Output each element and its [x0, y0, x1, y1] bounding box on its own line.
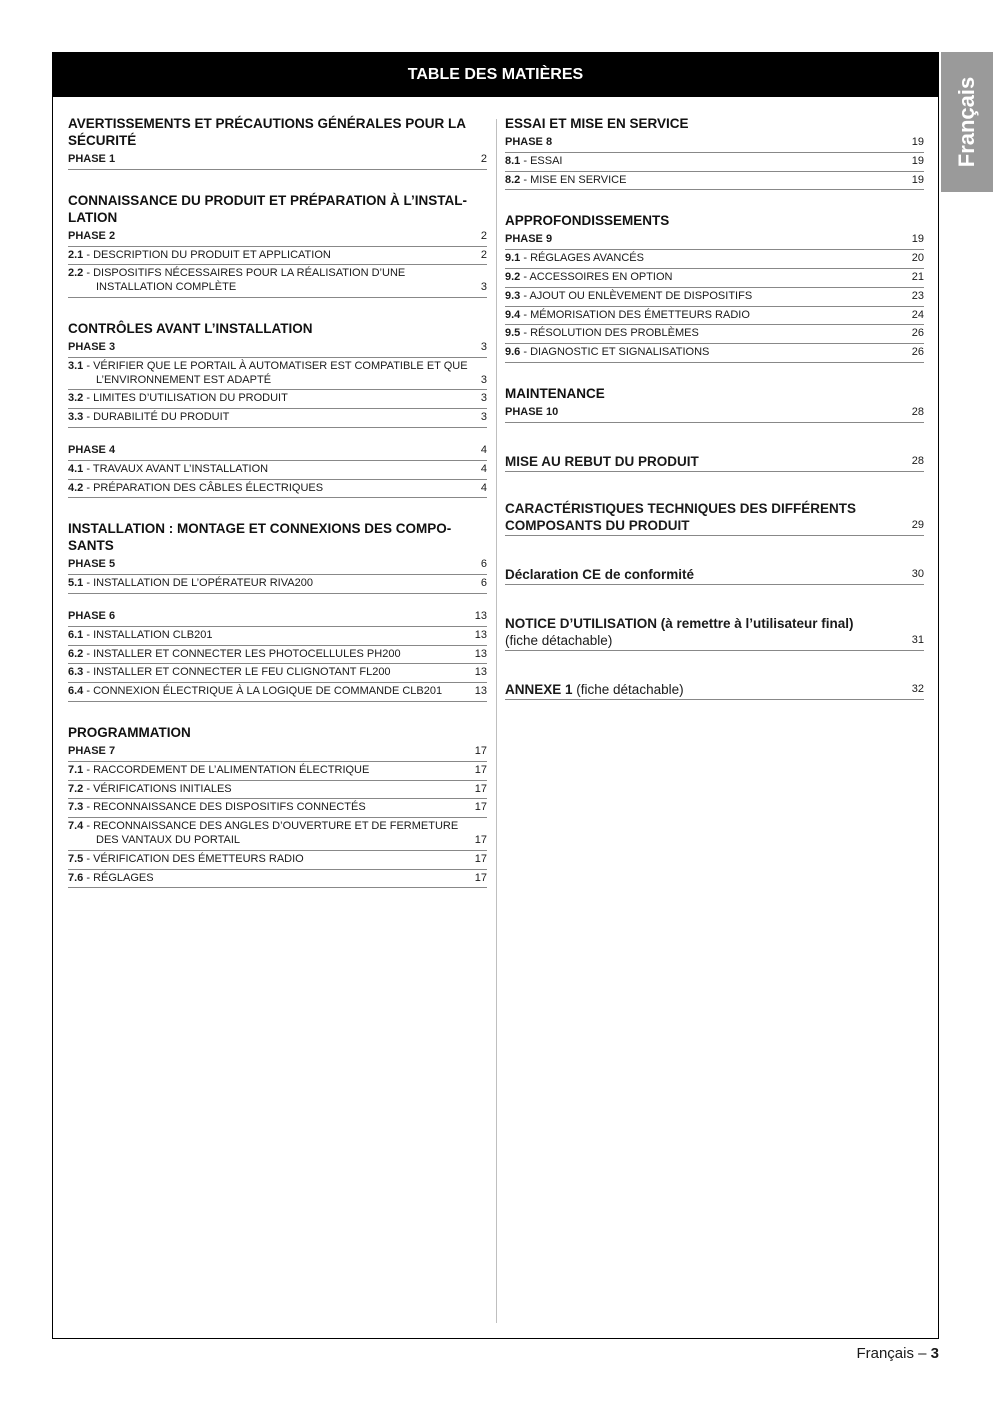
entry-label: - ACCESSOIRES EN OPTION — [520, 270, 673, 283]
toc-entry[interactable] — [68, 409, 487, 428]
toc-entry[interactable] — [505, 288, 924, 307]
entry-number: 6.1 — [68, 628, 84, 641]
section-title: AVERTISSEMENTS ET PRÉCAUTIONS GÉNÉRALES POUR LA SÉCURITÉ — [68, 116, 466, 148]
entry-number: 4.2 — [68, 481, 84, 494]
toc-frame — [52, 52, 939, 1339]
entry-number: 7.5 — [68, 852, 84, 865]
page-number: 2 — [480, 153, 487, 165]
entry-number: 9.6 — [505, 346, 521, 359]
phase-label: PHASE 10 — [505, 405, 559, 418]
entry-label: - RÉGLAGES AVANCÉS — [520, 252, 644, 265]
phase-label: PHASE 7 — [68, 744, 116, 757]
phase-row[interactable] — [68, 608, 487, 627]
entry-label: - PRÉPARATION DES CÂBLES ÉLECTRIQUES — [83, 481, 324, 494]
toc-entry[interactable] — [68, 480, 487, 499]
toc-heading-entry[interactable] — [505, 500, 924, 536]
entry-number: 7.4 — [68, 820, 84, 833]
page-number: 19 — [911, 233, 924, 246]
toc-entry[interactable] — [68, 851, 487, 870]
entry-label: - VÉRIFICATION DES ÉMETTEURS RADIO — [83, 852, 304, 865]
toc-entry[interactable] — [505, 269, 924, 288]
toc-entry[interactable] — [68, 818, 487, 851]
entry-label: - ESSAI — [520, 154, 563, 167]
entry-label: - VÉRIFICATIONS INITIALES — [83, 782, 232, 795]
phase-row[interactable] — [68, 556, 487, 575]
toc-entry[interactable] — [68, 575, 487, 594]
phase-label: PHASE 2 — [68, 229, 116, 242]
toc-entry[interactable] — [505, 250, 924, 269]
toc-entry[interactable] — [68, 762, 487, 781]
page-number: 3 — [480, 411, 487, 424]
toc-entry[interactable] — [505, 153, 924, 172]
entry-number: 3.2 — [68, 392, 84, 405]
toc-header — [53, 53, 938, 97]
toc-entry[interactable] — [68, 265, 487, 298]
entry-number: 7.6 — [68, 871, 84, 884]
toc-heading-entry[interactable] — [505, 615, 924, 651]
section-title: Déclaration CE de conformité — [505, 566, 695, 582]
entry-number: 2.2 — [68, 267, 84, 280]
page-number: 13 — [474, 628, 487, 641]
page-number: 3 — [480, 392, 487, 405]
entry-number: 9.1 — [505, 252, 521, 265]
toc-entry[interactable] — [505, 172, 924, 191]
right-column — [505, 115, 924, 722]
page-number: 6 — [480, 558, 487, 571]
language-tab — [941, 52, 993, 192]
left-column — [68, 115, 487, 910]
page-number: 17 — [474, 744, 487, 757]
toc-section — [505, 566, 924, 585]
page-number: 21 — [911, 270, 924, 283]
phase-row[interactable] — [68, 339, 487, 358]
entry-number: 6.4 — [68, 685, 84, 698]
toc-entry[interactable] — [68, 799, 487, 818]
footer-language: Français – — [856, 1345, 931, 1362]
entry-number: 7.1 — [68, 763, 84, 776]
entry-label: - DISPOSITIFS NÉCESSAIRES POUR LA RÉALISATION D’UNE INSTALLATION COMPLÈTE — [83, 267, 406, 294]
toc-section — [505, 615, 924, 651]
entry-label: - RECONNAISSANCE DES DISPOSITIFS CONNECTÉS — [83, 801, 366, 814]
page-number: 3 — [480, 373, 487, 386]
phase-label: PHASE 1 — [68, 153, 116, 165]
toc-section — [505, 681, 924, 700]
entry-label: - TRAVAUX AVANT L’INSTALLATION — [83, 462, 269, 475]
page-number: 4 — [480, 443, 487, 456]
entry-label: - RÉSOLUTION DES PROBLÈMES — [520, 327, 699, 340]
section-title: CONTRÔLES AVANT L’INSTALLATION — [68, 320, 313, 336]
page-number: 32 — [911, 682, 924, 695]
toc-entry[interactable] — [68, 247, 487, 266]
page-number: 26 — [911, 346, 924, 359]
page-number: 17 — [474, 852, 487, 865]
toc-entry[interactable] — [68, 646, 487, 665]
phase-row[interactable] — [68, 743, 487, 762]
page-number: 29 — [911, 518, 924, 531]
toc-entry[interactable] — [68, 870, 487, 889]
entry-label: - INSTALLATION DE L’OPÉRATEUR RIVA200 — [83, 577, 313, 590]
page-number: 4 — [480, 462, 487, 475]
phase-row[interactable] — [505, 134, 924, 153]
entry-label: - VÉRIFIER QUE LE PORTAIL À AUTOMATISER EST COMPATIBLE ET QUE L’ENVIRONNEMENT EST ADAPTÉ — [83, 359, 468, 386]
page-number: 2 — [480, 229, 487, 242]
page-number: 17 — [474, 833, 487, 846]
entry-label: - CONNEXION ÉLECTRIQUE À LA LOGIQUE DE COMMANDE CLB201 — [83, 685, 443, 698]
page-number: 23 — [911, 289, 924, 302]
page-number: 28 — [911, 405, 924, 418]
toc-section — [68, 520, 487, 702]
page-number: 13 — [474, 685, 487, 698]
page-number: 3 — [480, 281, 487, 294]
toc-section — [505, 385, 924, 423]
entry-label: - RÉGLAGES — [83, 871, 154, 884]
phase-label: PHASE 4 — [68, 443, 116, 456]
entry-number: 3.1 — [68, 359, 84, 372]
entry-label: - DIAGNOSTIC ET SIGNALISATIONS — [520, 346, 710, 359]
section-subtitle: (fiche détachable) — [505, 632, 613, 648]
entry-number: 6.3 — [68, 666, 84, 679]
toc-entry[interactable] — [505, 325, 924, 344]
entry-number: 3.3 — [68, 411, 84, 424]
phase-label: PHASE 3 — [68, 340, 116, 353]
entry-label: - AJOUT OU ENLÈVEMENT DE DISPOSITIFS — [520, 289, 753, 302]
toc-entry[interactable] — [505, 344, 924, 363]
section-title: MAINTENANCE — [505, 385, 605, 401]
phase-row[interactable] — [68, 151, 487, 170]
entry-number: 8.2 — [505, 173, 521, 186]
language-tab-label: Français — [954, 76, 979, 168]
toc-heading-entry[interactable] — [505, 453, 924, 472]
phase-row[interactable] — [68, 228, 487, 247]
page-number: 19 — [911, 154, 924, 167]
section-title: ANNEXE 1 — [505, 681, 573, 697]
toc-heading-entry[interactable] — [505, 566, 924, 585]
entry-label: - MÉMORISATION DES ÉMETTEURS RADIO — [520, 308, 750, 321]
page-number: 2 — [480, 248, 487, 261]
entry-number: 9.4 — [505, 308, 521, 321]
section-title: INSTALLATION : MONTAGE ET CONNEXIONS DES COMPO-SANTS — [68, 521, 452, 554]
phase-label: PHASE 9 — [505, 233, 553, 246]
page-number: 19 — [911, 173, 924, 186]
toc-entry[interactable] — [68, 358, 487, 391]
page-number: 26 — [911, 327, 924, 340]
page-number: 28 — [911, 454, 924, 467]
toc-heading-entry[interactable] — [505, 681, 924, 700]
toc-entry[interactable] — [68, 664, 487, 683]
page-number: 24 — [911, 308, 924, 321]
toc-title: TABLE DES MATIÈRES — [407, 66, 584, 83]
page-number: 17 — [474, 871, 487, 884]
entry-label: - RECONNAISSANCE DES ANGLES D’OUVERTURE ET DE FERMETURE DES VANTAUX DU PORTAIL — [83, 820, 459, 846]
toc-entry[interactable] — [68, 627, 487, 646]
toc-entry[interactable] — [68, 683, 487, 702]
toc-entry[interactable] — [68, 461, 487, 480]
section-subtitle: (fiche détachable) — [572, 681, 684, 697]
phase-label: PHASE 6 — [68, 609, 116, 622]
phase-label: PHASE 8 — [505, 136, 553, 148]
entry-number: 9.5 — [505, 327, 521, 340]
entry-label: - INSTALLER ET CONNECTER LE FEU CLIGNOTANT FL200 — [83, 666, 391, 679]
phase-label: PHASE 5 — [68, 558, 116, 571]
toc-section — [505, 212, 924, 363]
page-number: 20 — [911, 252, 924, 265]
phase-row[interactable] — [505, 231, 924, 250]
entry-number: 4.1 — [68, 462, 84, 475]
entry-label: - INSTALLATION CLB201 — [83, 628, 213, 641]
section-title: CONNAISSANCE DU PRODUIT ET PRÉPARATION À L’INSTAL-LATION — [68, 192, 468, 225]
entry-label: - DURABILITÉ DU PRODUIT — [83, 411, 230, 424]
page-number: 13 — [474, 647, 487, 660]
entry-number: 8.1 — [505, 154, 521, 167]
section-title: ESSAI ET MISE EN SERVICE — [505, 116, 689, 131]
page-number: 30 — [911, 567, 924, 580]
page-number: 13 — [474, 666, 487, 679]
entry-number: 2.1 — [68, 248, 84, 261]
page-number: 6 — [480, 577, 487, 590]
toc-section — [505, 500, 924, 536]
page-number: 19 — [911, 136, 924, 148]
entry-label: - LIMITES D’UTILISATION DU PRODUIT — [83, 392, 288, 405]
toc-section — [68, 192, 487, 298]
toc-entry[interactable] — [68, 390, 487, 409]
toc-entry[interactable] — [505, 307, 924, 326]
page-number: 17 — [474, 801, 487, 814]
section-title: APPROFONDISSEMENTS — [505, 213, 670, 229]
entry-number: 7.3 — [68, 801, 84, 814]
page-number: 17 — [474, 782, 487, 795]
toc-section — [505, 115, 924, 190]
page-number: 13 — [474, 609, 487, 622]
section-title: NOTICE D’UTILISATION (à remettre à l’utilisateur final) — [505, 615, 854, 631]
entry-number: 5.1 — [68, 577, 84, 590]
toc-section — [505, 453, 924, 472]
entry-label: - MISE EN SERVICE — [520, 173, 627, 186]
page-footer — [856, 1345, 939, 1362]
toc-section — [68, 320, 487, 498]
page-number: 31 — [911, 633, 924, 646]
entry-number: 9.3 — [505, 289, 521, 302]
footer-page-number: 3 — [930, 1345, 939, 1362]
column-divider — [496, 119, 497, 1323]
entry-label: - DESCRIPTION DU PRODUIT ET APPLICATION — [83, 248, 331, 261]
section-title: CARACTÉRISTIQUES TECHNIQUES DES DIFFÉRENTS COMPOSANTS DU PRODUIT — [505, 500, 857, 533]
toc-section — [68, 724, 487, 888]
entry-number: 6.2 — [68, 647, 84, 660]
entry-number: 7.2 — [68, 782, 84, 795]
section-title: PROGRAMMATION — [68, 724, 191, 740]
entry-number: 9.2 — [505, 270, 521, 283]
toc-entry[interactable] — [68, 781, 487, 800]
phase-row[interactable] — [68, 442, 487, 461]
section-title: MISE AU REBUT DU PRODUIT — [505, 453, 699, 469]
phase-row[interactable] — [505, 404, 924, 423]
page-number: 4 — [480, 481, 487, 494]
page-number: 3 — [480, 340, 487, 353]
page-number: 17 — [474, 763, 487, 776]
toc-section — [68, 115, 487, 170]
entry-label: - INSTALLER ET CONNECTER LES PHOTOCELLULES PH200 — [83, 647, 401, 660]
entry-label: - RACCORDEMENT DE L’ALIMENTATION ÉLECTRIQUE — [83, 763, 370, 776]
